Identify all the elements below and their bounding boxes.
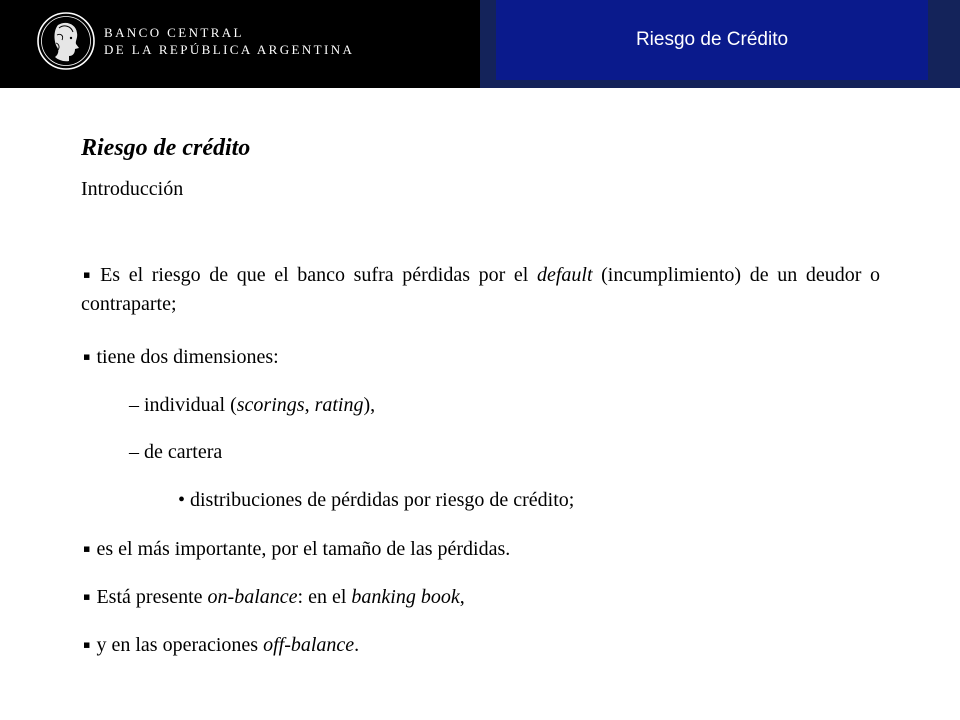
bank-name-line2: DE LA REPÚBLICA ARGENTINA [104,42,355,57]
sub-item-text: , [304,394,315,416]
bcra-seal-icon [36,11,96,71]
bullet-definition-text: Es el riesgo de que el banco sufra pérdidas por el [100,264,537,286]
bullet-importance-text: es el más importante, por el tamaño de las pérdidas. [96,538,511,560]
square-bullet-icon: ▪ [83,268,95,281]
bullet-definition [81,260,880,319]
sub-item-text: ), [363,394,376,416]
bullet-dimensions-text: tiene dos dimensiones: [96,346,279,368]
bank-name [104,24,354,58]
bullet-on-balance-text: , [459,586,465,608]
sub-item-text: – individual ( [129,394,237,416]
bank-name-line1: BANCO CENTRAL [104,25,244,40]
square-bullet-icon: ▪ [83,350,91,363]
bullet-on-balance-text: Está presente [96,586,208,608]
bullet-dimensions [81,342,279,372]
square-bullet-icon: ▪ [83,638,91,651]
sub-item-individual [129,391,375,420]
bullet-on-balance-term: banking book [351,586,460,608]
bullet-off-balance-text: y en las operaciones [96,634,264,656]
square-bullet-icon: ▪ [83,590,91,603]
bullet-on-balance [81,582,465,612]
bullet-definition-term: default [536,264,593,286]
sub-item-term: rating [314,394,364,416]
slide-header [0,0,960,88]
bullet-on-balance-text: : en el [297,586,352,608]
bullet-off-balance [81,630,359,660]
bullet-off-balance-text: . [354,634,360,656]
slide-title: Riesgo de crédito [81,135,251,161]
bullet-importance [81,534,510,564]
sub-item-portfolio: – de cartera [129,441,223,463]
square-bullet-icon: ▪ [83,542,91,555]
bullet-definition-text-end: (incumplimiento) de un deudor o contraparte; [81,264,880,315]
slide-subtitle: Introducción [81,178,184,200]
bullet-off-balance-term: off-balance [263,634,355,656]
sub-item-term: scorings [236,394,305,416]
bullet-on-balance-term: on-balance [207,586,298,608]
sub-sub-item-loss-distributions: • distribuciones de pérdidas por riesgo de crédito; [178,489,575,511]
section-title: Riesgo de Crédito [635,29,789,50]
